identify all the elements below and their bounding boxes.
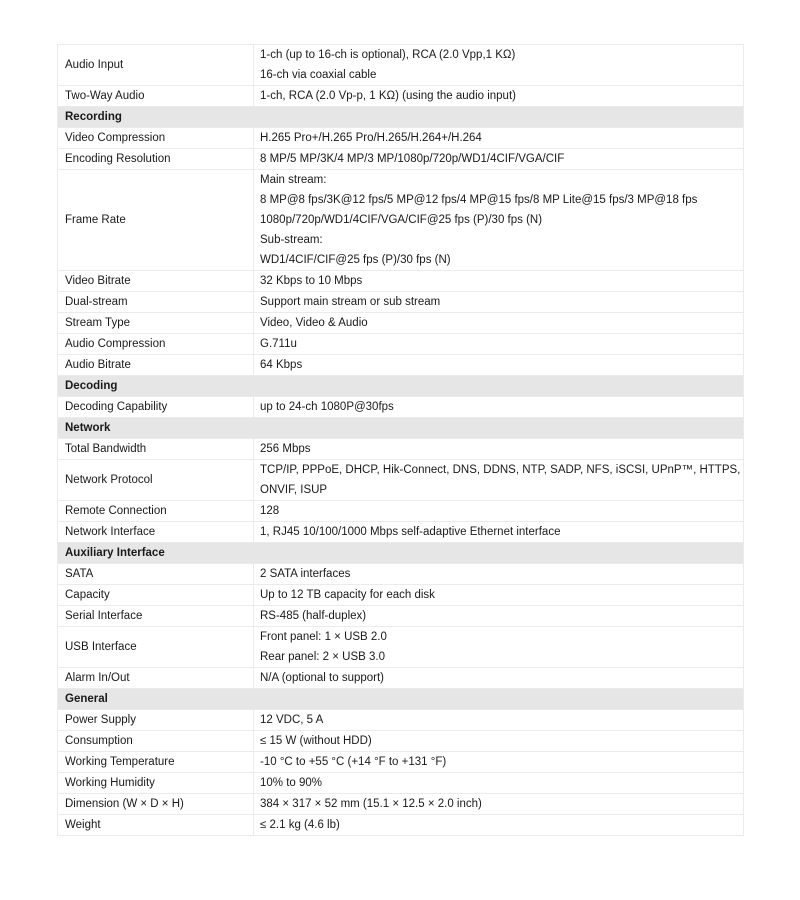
section-title: Network bbox=[58, 418, 744, 439]
spec-value bbox=[254, 627, 744, 668]
spec-value-line: 64 Kbps bbox=[260, 359, 303, 371]
spec-value-line: 1, RJ45 10/100/1000 Mbps self-adaptive Ethernet interface bbox=[260, 526, 561, 538]
section-header bbox=[58, 689, 744, 710]
spec-value bbox=[254, 522, 744, 543]
spec-value-line: H.265 Pro+/H.265 Pro/H.265/H.264+/H.264 bbox=[260, 132, 482, 144]
spec-value bbox=[254, 460, 744, 501]
spec-label: Video Bitrate bbox=[58, 271, 254, 292]
spec-row bbox=[58, 128, 744, 149]
spec-row bbox=[58, 815, 744, 836]
spec-label: Consumption bbox=[58, 731, 254, 752]
spec-value bbox=[254, 773, 744, 794]
spec-value-line: 10% to 90% bbox=[260, 777, 323, 789]
spec-value-line: 1-ch, RCA (2.0 Vp-p, 1 KΩ) (using the audio input) bbox=[260, 90, 516, 102]
spec-value bbox=[254, 731, 744, 752]
spec-value bbox=[254, 170, 744, 271]
spec-value-line: ≤ 15 W (without HDD) bbox=[260, 735, 372, 747]
spec-value-line: ONVIF, ISUP bbox=[260, 484, 328, 496]
spec-value-line: Support main stream or sub stream bbox=[260, 296, 441, 308]
spec-value bbox=[254, 149, 744, 170]
spec-row bbox=[58, 149, 744, 170]
section-title: Decoding bbox=[58, 376, 744, 397]
spec-value-line: Front panel: 1 × USB 2.0 bbox=[260, 631, 387, 643]
spec-value-line: TCP/IP, PPPoE, DHCP, Hik-Connect, DNS, DDNS, NTP, SADP, NFS, iSCSI, UPnP™, HTTPS, bbox=[260, 464, 741, 476]
spec-label: Total Bandwidth bbox=[58, 439, 254, 460]
spec-value-line: Main stream: bbox=[260, 174, 327, 186]
spec-row bbox=[58, 606, 744, 627]
spec-value-line: 16-ch via coaxial cable bbox=[260, 69, 377, 81]
spec-value-line: Rear panel: 2 × USB 3.0 bbox=[260, 651, 385, 663]
spec-row bbox=[58, 313, 744, 334]
spec-row bbox=[58, 731, 744, 752]
spec-value-line: Sub-stream: bbox=[260, 234, 323, 246]
spec-row bbox=[58, 397, 744, 418]
spec-label: Network Interface bbox=[58, 522, 254, 543]
spec-value bbox=[254, 501, 744, 522]
spec-label: Power Supply bbox=[58, 710, 254, 731]
spec-value bbox=[254, 564, 744, 585]
spec-value-line: RS-485 (half-duplex) bbox=[260, 610, 367, 622]
spec-label: Decoding Capability bbox=[58, 397, 254, 418]
spec-value bbox=[254, 585, 744, 606]
spec-label: Capacity bbox=[58, 585, 254, 606]
spec-value-line: G.711u bbox=[260, 338, 297, 350]
spec-row bbox=[58, 522, 744, 543]
spec-row bbox=[58, 334, 744, 355]
spec-value-line: WD1/4CIF/CIF@25 fps (P)/30 fps (N) bbox=[260, 254, 451, 266]
spec-value-line: 128 bbox=[260, 505, 280, 517]
spec-label: Audio Bitrate bbox=[58, 355, 254, 376]
spec-value bbox=[254, 815, 744, 836]
spec-value-line: 12 VDC, 5 A bbox=[260, 714, 324, 726]
spec-label: Encoding Resolution bbox=[58, 149, 254, 170]
spec-label: Audio Input bbox=[58, 45, 254, 86]
spec-value bbox=[254, 794, 744, 815]
spec-value-line: 32 Kbps to 10 Mbps bbox=[260, 275, 363, 287]
spec-label: Dual-stream bbox=[58, 292, 254, 313]
spec-value-line: 8 MP/5 MP/3K/4 MP/3 MP/1080p/720p/WD1/4CIF/VGA/CIF bbox=[260, 153, 565, 165]
spec-value-line: Up to 12 TB capacity for each disk bbox=[260, 589, 435, 601]
spec-row bbox=[58, 45, 744, 86]
section-header bbox=[58, 418, 744, 439]
spec-value bbox=[254, 313, 744, 334]
spec-row bbox=[58, 564, 744, 585]
spec-label: Frame Rate bbox=[58, 170, 254, 271]
spec-value bbox=[254, 334, 744, 355]
spec-table-body bbox=[58, 45, 744, 836]
spec-row bbox=[58, 752, 744, 773]
spec-value-line: ≤ 2.1 kg (4.6 lb) bbox=[260, 819, 340, 831]
spec-value bbox=[254, 45, 744, 86]
spec-value-line: 2 SATA interfaces bbox=[260, 568, 351, 580]
spec-value bbox=[254, 355, 744, 376]
spec-label: Video Compression bbox=[58, 128, 254, 149]
spec-label: SATA bbox=[58, 564, 254, 585]
spec-row bbox=[58, 460, 744, 501]
spec-label: Network Protocol bbox=[58, 460, 254, 501]
spec-label: Weight bbox=[58, 815, 254, 836]
section-header bbox=[58, 376, 744, 397]
spec-value bbox=[254, 128, 744, 149]
spec-row bbox=[58, 627, 744, 668]
spec-row bbox=[58, 170, 744, 271]
spec-label: Remote Connection bbox=[58, 501, 254, 522]
spec-label: Working Humidity bbox=[58, 773, 254, 794]
spec-row bbox=[58, 355, 744, 376]
section-header bbox=[58, 543, 744, 564]
spec-value bbox=[254, 86, 744, 107]
spec-row bbox=[58, 585, 744, 606]
spec-value bbox=[254, 606, 744, 627]
spec-value-line: up to 24-ch 1080P@30fps bbox=[260, 401, 394, 413]
spec-value-line: -10 °C to +55 °C (+14 °F to +131 °F) bbox=[260, 756, 447, 768]
section-title: General bbox=[58, 689, 744, 710]
spec-label: Dimension (W × D × H) bbox=[58, 794, 254, 815]
spec-value-line: 384 × 317 × 52 mm (15.1 × 12.5 × 2.0 inch) bbox=[260, 798, 482, 810]
spec-value-line: 256 Mbps bbox=[260, 443, 311, 455]
spec-label: Serial Interface bbox=[58, 606, 254, 627]
spec-row bbox=[58, 773, 744, 794]
spec-value-line: Video, Video & Audio bbox=[260, 317, 368, 329]
spec-value-line: 8 MP@8 fps/3K@12 fps/5 MP@12 fps/4 MP@15 fps/8 MP Lite@15 fps/3 MP@18 fps bbox=[260, 194, 698, 206]
spec-label: Working Temperature bbox=[58, 752, 254, 773]
spec-value bbox=[254, 668, 744, 689]
spec-row bbox=[58, 668, 744, 689]
section-title: Auxiliary Interface bbox=[58, 543, 744, 564]
spec-value bbox=[254, 271, 744, 292]
spec-label: Audio Compression bbox=[58, 334, 254, 355]
spec-value bbox=[254, 752, 744, 773]
spec-row bbox=[58, 292, 744, 313]
spec-row bbox=[58, 439, 744, 460]
spec-table bbox=[57, 44, 744, 836]
spec-value bbox=[254, 439, 744, 460]
spec-row bbox=[58, 710, 744, 731]
spec-label: Alarm In/Out bbox=[58, 668, 254, 689]
section-title: Recording bbox=[58, 107, 744, 128]
spec-label: USB Interface bbox=[58, 627, 254, 668]
spec-value-line: 1080p/720p/WD1/4CIF/VGA/CIF@25 fps (P)/30 fps (N) bbox=[260, 214, 543, 226]
spec-row bbox=[58, 271, 744, 292]
spec-value-line: N/A (optional to support) bbox=[260, 672, 385, 684]
spec-value-line: 1-ch (up to 16-ch is optional), RCA (2.0 Vpp,1 KΩ) bbox=[260, 49, 516, 61]
spec-row bbox=[58, 501, 744, 522]
spec-label: Two-Way Audio bbox=[58, 86, 254, 107]
spec-value bbox=[254, 710, 744, 731]
spec-label: Stream Type bbox=[58, 313, 254, 334]
spec-row bbox=[58, 794, 744, 815]
spec-value bbox=[254, 292, 744, 313]
spec-value bbox=[254, 397, 744, 418]
spec-row bbox=[58, 86, 744, 107]
section-header bbox=[58, 107, 744, 128]
